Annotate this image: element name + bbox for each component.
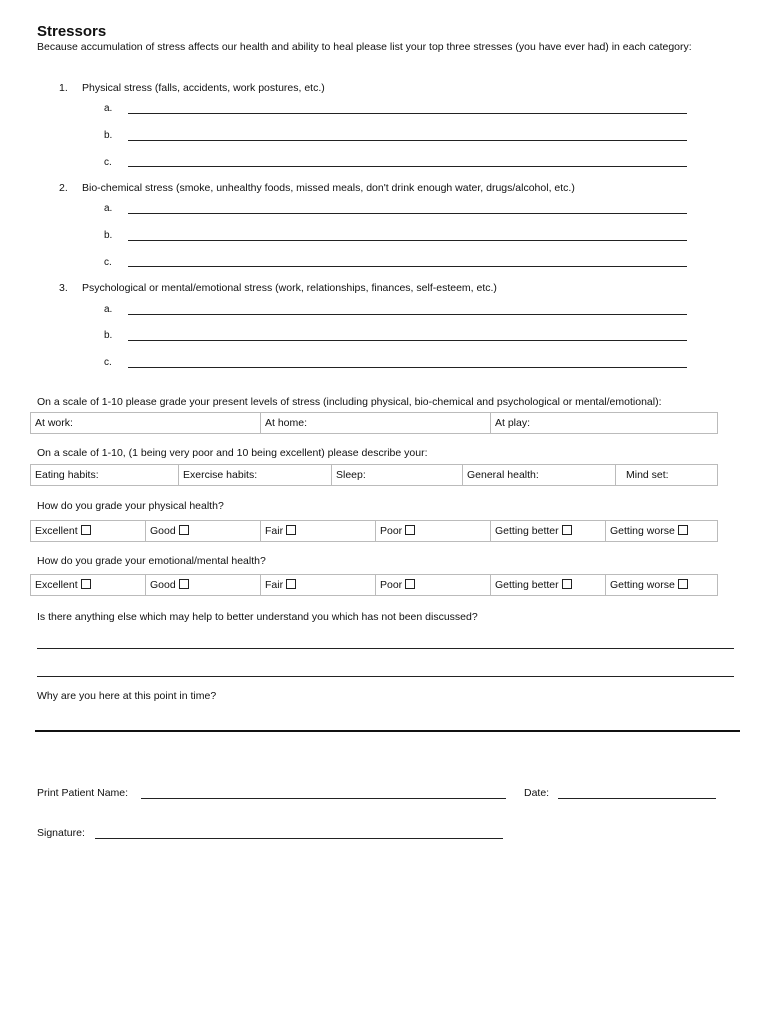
habits-scale-table: [30, 464, 718, 486]
physical-option-getting-worse[interactable]: [606, 521, 718, 542]
category-2-number: 2.: [59, 182, 68, 194]
checkbox[interactable]: [286, 579, 296, 589]
date-label: Date:: [524, 787, 550, 799]
category-1-label: Physical stress (falls, accidents, work postures, etc.): [82, 82, 325, 94]
item-2b-line[interactable]: [128, 240, 687, 241]
form-instructions: Because accumulation of stress affects our health and ability to heal please list your top three stresses (you have ever had) in each category:: [37, 41, 692, 53]
option-label: Good: [150, 525, 176, 537]
option-label: Excellent: [35, 579, 78, 591]
item-3b-line[interactable]: [128, 340, 687, 341]
item-3b-letter: b.: [104, 330, 113, 341]
checkbox[interactable]: [286, 525, 296, 535]
checkbox[interactable]: [81, 579, 91, 589]
emotional-option-fair[interactable]: [261, 575, 376, 596]
general-health-cell[interactable]: General health:: [463, 465, 616, 486]
checkbox[interactable]: [678, 579, 688, 589]
checkbox[interactable]: [179, 579, 189, 589]
option-label: Poor: [380, 525, 403, 537]
emotional-option-getting-worse[interactable]: [606, 575, 718, 596]
option-label: Fair: [265, 579, 284, 591]
why-here-answer-line[interactable]: [35, 730, 740, 732]
item-1b-letter: b.: [104, 130, 113, 141]
checkbox[interactable]: [81, 525, 91, 535]
category-3-label: Psychological or mental/emotional stress (work, relationships, finances, self-esteem, etc.): [82, 282, 497, 294]
item-2c-line[interactable]: [128, 266, 687, 267]
checkbox[interactable]: [405, 579, 415, 589]
option-label: Getting better: [495, 579, 559, 591]
item-3a-line[interactable]: [128, 314, 687, 315]
option-label: Fair: [265, 525, 284, 537]
option-label: Getting worse: [610, 579, 675, 591]
option-label: Excellent: [35, 525, 78, 537]
physical-option-getting-better[interactable]: [491, 521, 606, 542]
emotional-option-excellent[interactable]: [31, 575, 146, 596]
habits-scale-question: On a scale of 1-10, (1 being very poor and 10 being excellent) please describe your:: [37, 447, 428, 459]
physical-option-good[interactable]: [146, 521, 261, 542]
item-1c-letter: c.: [104, 157, 112, 168]
option-label: Poor: [380, 579, 403, 591]
item-3a-letter: a.: [104, 304, 113, 315]
category-3-number: 3.: [59, 282, 68, 294]
item-3c-letter: c.: [104, 357, 112, 368]
category-2-label: Bio-chemical stress (smoke, unhealthy foods, missed meals, don't drink enough water, drugs/alcohol, etc.): [82, 182, 575, 194]
emotional-health-table: [30, 574, 718, 596]
at-work-cell[interactable]: At work:: [31, 413, 261, 434]
item-2c-letter: c.: [104, 257, 112, 268]
exercise-habits-cell[interactable]: Exercise habits:: [179, 465, 332, 486]
at-home-cell[interactable]: At home:: [261, 413, 491, 434]
item-3c-line[interactable]: [128, 367, 687, 368]
checkbox[interactable]: [179, 525, 189, 535]
item-1a-letter: a.: [104, 103, 113, 114]
print-name-line[interactable]: [141, 798, 506, 799]
emotional-health-question: How do you grade your emotional/mental health?: [37, 555, 266, 567]
signature-line[interactable]: [95, 838, 503, 839]
checkbox[interactable]: [562, 525, 572, 535]
anything-else-line-2[interactable]: [37, 676, 734, 677]
form-title: Stressors: [37, 23, 107, 40]
item-2a-letter: a.: [104, 203, 113, 214]
why-here-question: Why are you here at this point in time?: [37, 690, 217, 702]
sleep-cell[interactable]: Sleep:: [332, 465, 463, 486]
emotional-option-getting-better[interactable]: [491, 575, 606, 596]
emotional-option-good[interactable]: [146, 575, 261, 596]
at-play-cell[interactable]: At play:: [491, 413, 718, 434]
anything-else-question: Is there anything else which may help to better understand you which has not been discussed?: [37, 611, 478, 623]
item-2a-line[interactable]: [128, 213, 687, 214]
item-2b-letter: b.: [104, 230, 113, 241]
stress-scale-question: On a scale of 1-10 please grade your present levels of stress (including physical, bio-chemical and psychological or mental/emotional):: [37, 396, 662, 408]
option-label: Getting worse: [610, 525, 675, 537]
item-1c-line[interactable]: [128, 166, 687, 167]
checkbox[interactable]: [562, 579, 572, 589]
item-1b-line[interactable]: [128, 140, 687, 141]
anything-else-line-1[interactable]: [37, 648, 734, 649]
category-1-number: 1.: [59, 82, 68, 94]
physical-health-question: How do you grade your physical health?: [37, 500, 224, 512]
stress-scale-table: [30, 412, 718, 434]
physical-option-fair[interactable]: [261, 521, 376, 542]
physical-health-table: [30, 520, 718, 542]
physical-option-excellent[interactable]: [31, 521, 146, 542]
emotional-option-poor[interactable]: [376, 575, 491, 596]
date-line[interactable]: [558, 798, 716, 799]
mind-set-cell[interactable]: Mind set:: [616, 465, 718, 486]
signature-label: Signature:: [37, 827, 85, 839]
option-label: Getting better: [495, 525, 559, 537]
eating-habits-cell[interactable]: Eating habits:: [31, 465, 179, 486]
physical-option-poor[interactable]: [376, 521, 491, 542]
item-1a-line[interactable]: [128, 113, 687, 114]
checkbox[interactable]: [678, 525, 688, 535]
option-label: Good: [150, 579, 176, 591]
print-name-label: Print Patient Name:: [37, 787, 129, 799]
checkbox[interactable]: [405, 525, 415, 535]
